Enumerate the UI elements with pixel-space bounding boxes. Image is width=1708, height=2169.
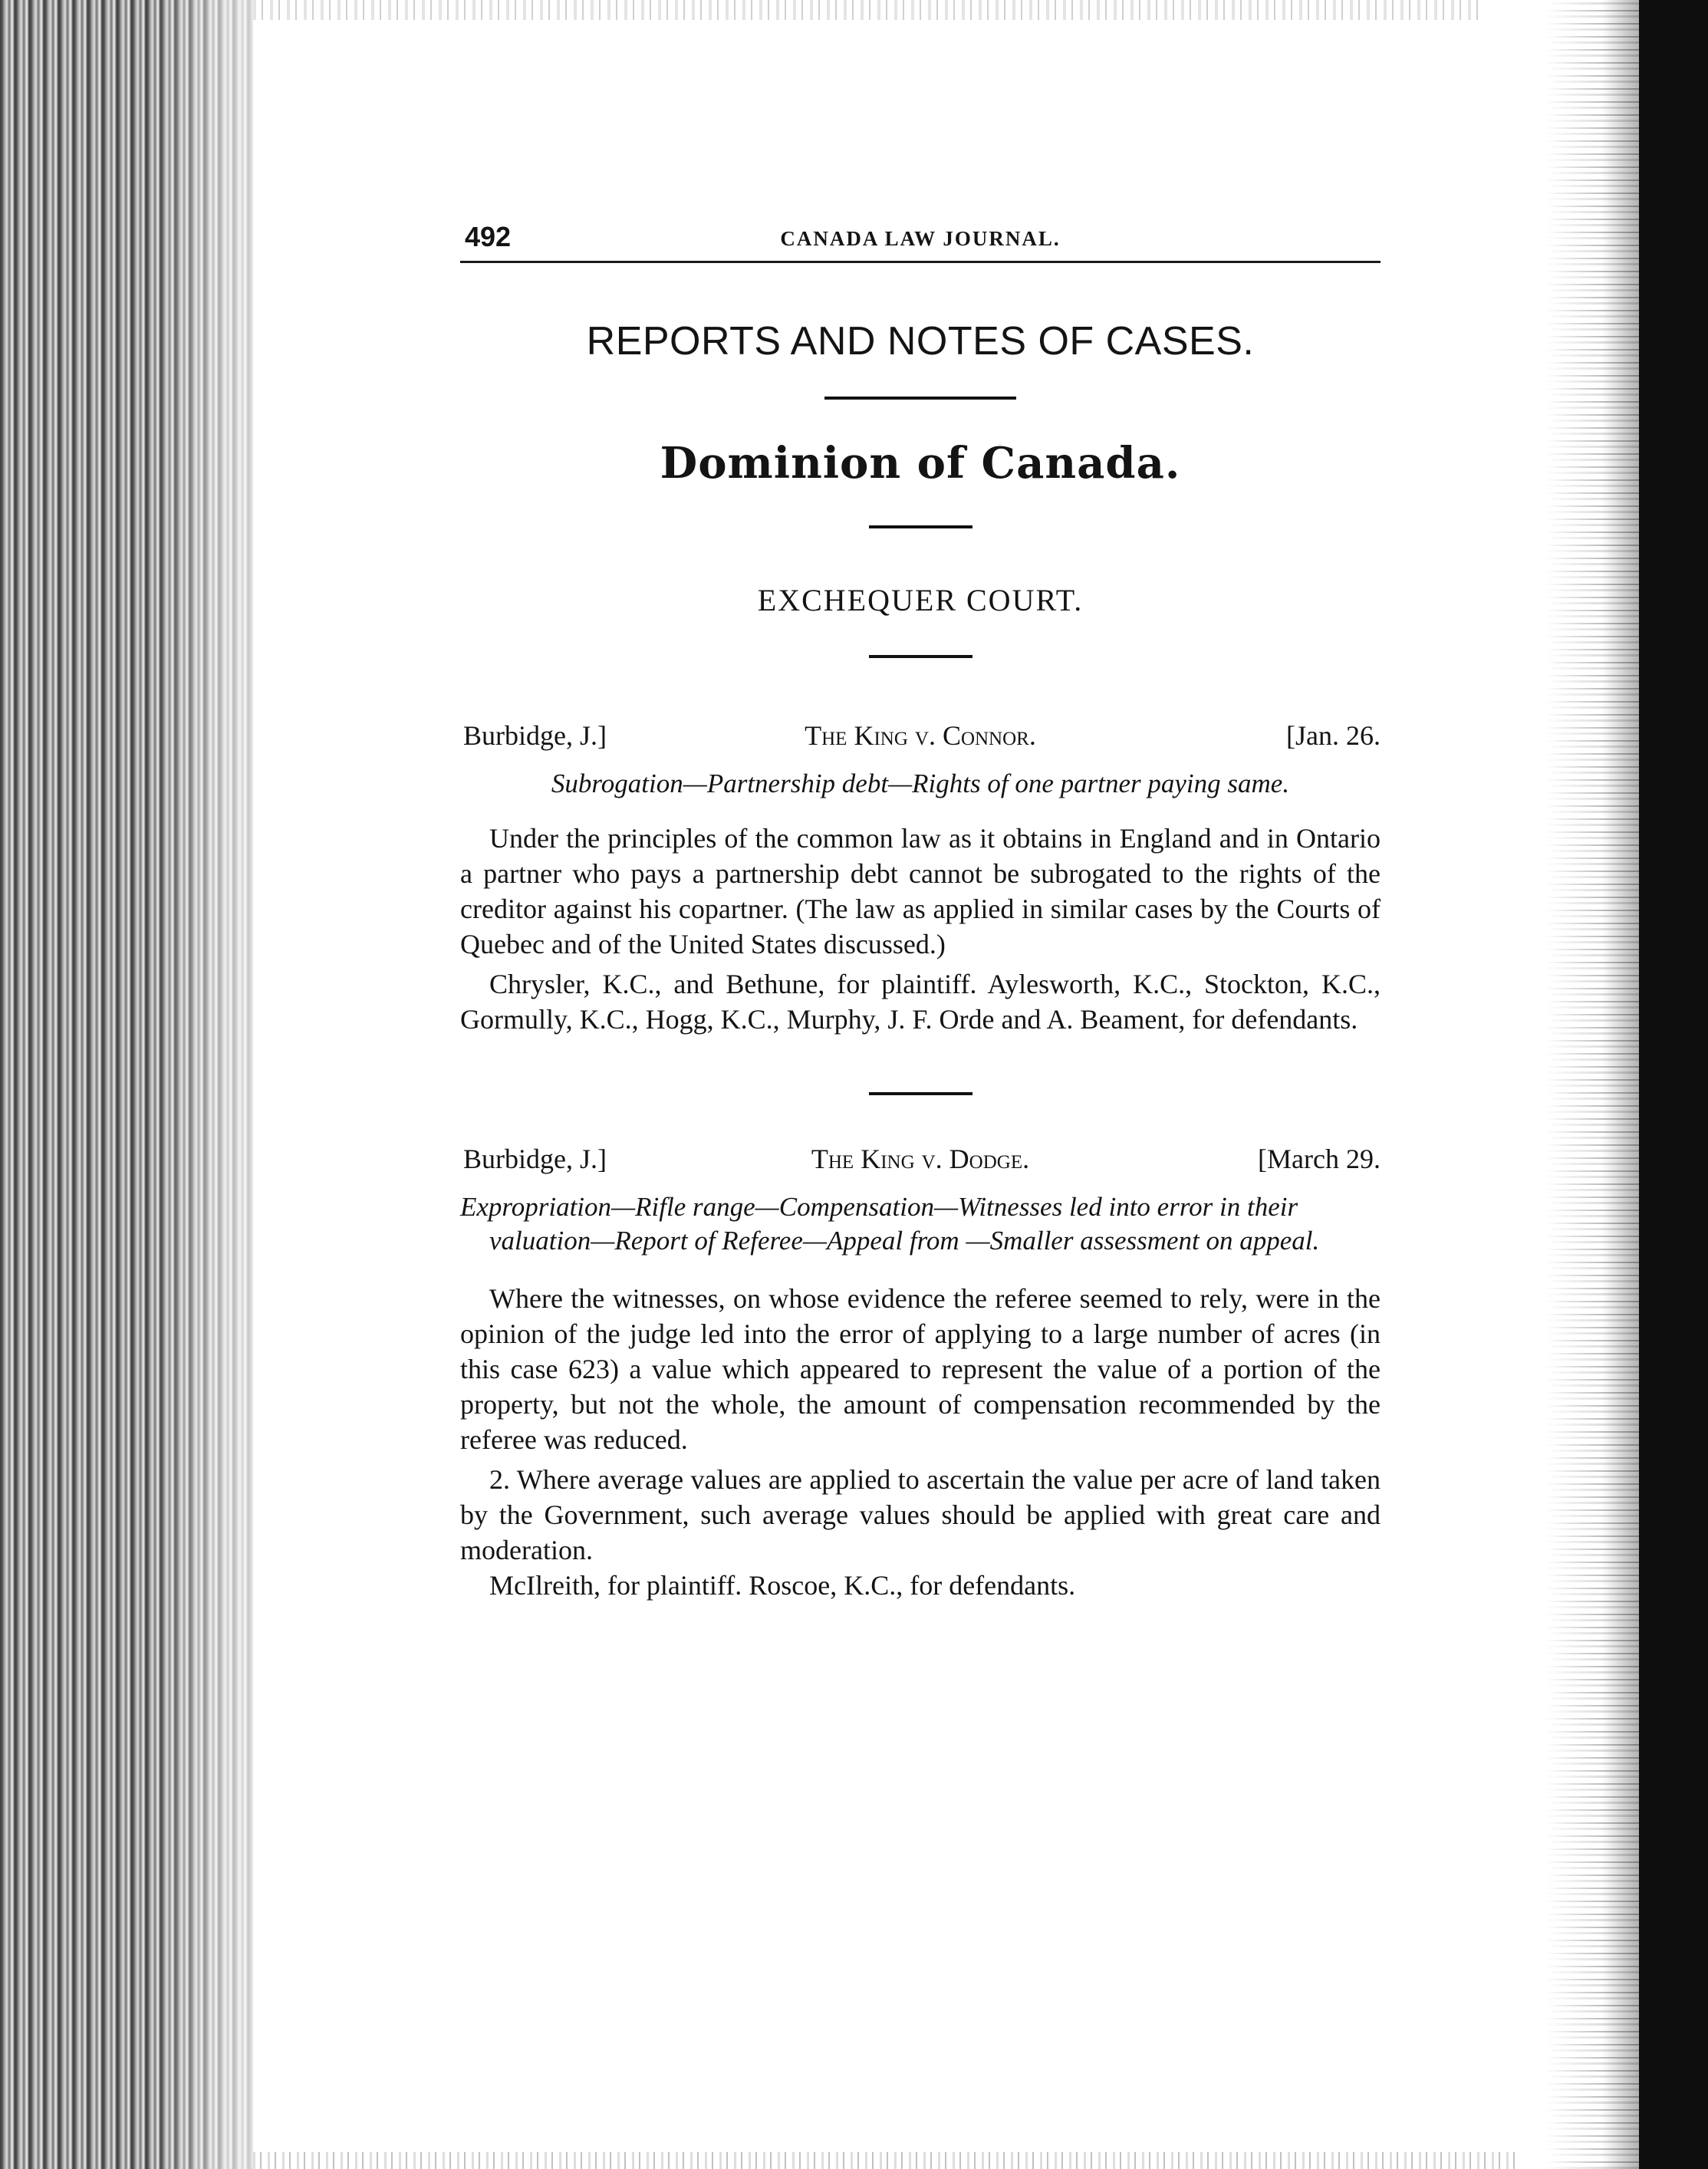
right-page-edges	[1547, 0, 1639, 2169]
case-paragraph: 2. Where average values are applied to ascertain the value per acre of land taken by the Government, such average values should be applied with great care and moderation.	[460, 1464, 1381, 1565]
right-binding-edge	[1639, 0, 1708, 2169]
case-judge: Burbidge, J.]	[463, 720, 607, 751]
case-name: The King v. Connor.	[805, 720, 1036, 751]
case-header	[460, 719, 1381, 758]
case-judge: Burbidge, J.]	[463, 1144, 607, 1174]
divider-rule	[869, 1092, 972, 1095]
page-number: 492	[465, 221, 512, 252]
court-heading: EXCHEQUER COURT.	[757, 583, 1084, 617]
running-head	[460, 215, 1381, 263]
case-report	[460, 719, 1381, 1037]
divider-rule	[869, 655, 972, 658]
case-report	[460, 1143, 1381, 1603]
spine-shadow	[153, 0, 307, 2169]
case-date: [Jan. 26.	[1286, 720, 1381, 751]
case-paragraph: Where the witnesses, on whose evidence the referee seemed to rely, were in the opinion of the judge led into the error of applying to a large number of acres (in this case 623) a value which appeared to represent the value of a portion of the property, but not the whole, the amount of compensation recommended by the referee was reduced.	[460, 1283, 1381, 1455]
case-counsel: McIlreith, for plaintiff. Roscoe, K.C., for defendants.	[489, 1570, 1076, 1601]
case-header	[460, 1143, 1381, 1181]
case-name: The King v. Dodge.	[811, 1144, 1030, 1174]
case-date: [March 29.	[1258, 1144, 1381, 1174]
section-title: REPORTS AND NOTES OF CASES.	[586, 319, 1255, 364]
bottom-page-edge	[253, 2152, 1519, 2169]
journal-title: CANADA LAW JOURNAL.	[780, 227, 1061, 250]
journal-page	[460, 215, 1381, 1603]
top-page-edge	[253, 0, 1480, 20]
case-paragraph: Under the principles of the common law as it obtains in England and in Ontario a partner who pays a partnership debt cannot be subrogated to the rights of the creditor against his copartner. (The law as applied in similar cases by the Courts of Quebec and of the United States discussed.)	[460, 823, 1381, 959]
case-counsel: Chrysler, K.C., and Bethune, for plaintiff. Aylesworth, K.C., Stockton, K.C., Gormully, K.C., Hogg, K.C., Murphy, J. F. Orde and A. Beament, for defendants.	[460, 969, 1381, 1035]
divider-rule	[869, 525, 972, 528]
divider-rule	[824, 397, 1016, 400]
dominion-heading: Dominion of Canada.	[660, 438, 1181, 489]
case-catchwords: Subrogation—Partnership debt—Rights of one partner paying same.	[551, 769, 1290, 798]
case-catchwords: Expropriation—Rifle range—Compensation—Witnesses led into error in their valuation—Report of Referee—Appeal from —Smaller assessment on appeal.	[460, 1192, 1320, 1256]
